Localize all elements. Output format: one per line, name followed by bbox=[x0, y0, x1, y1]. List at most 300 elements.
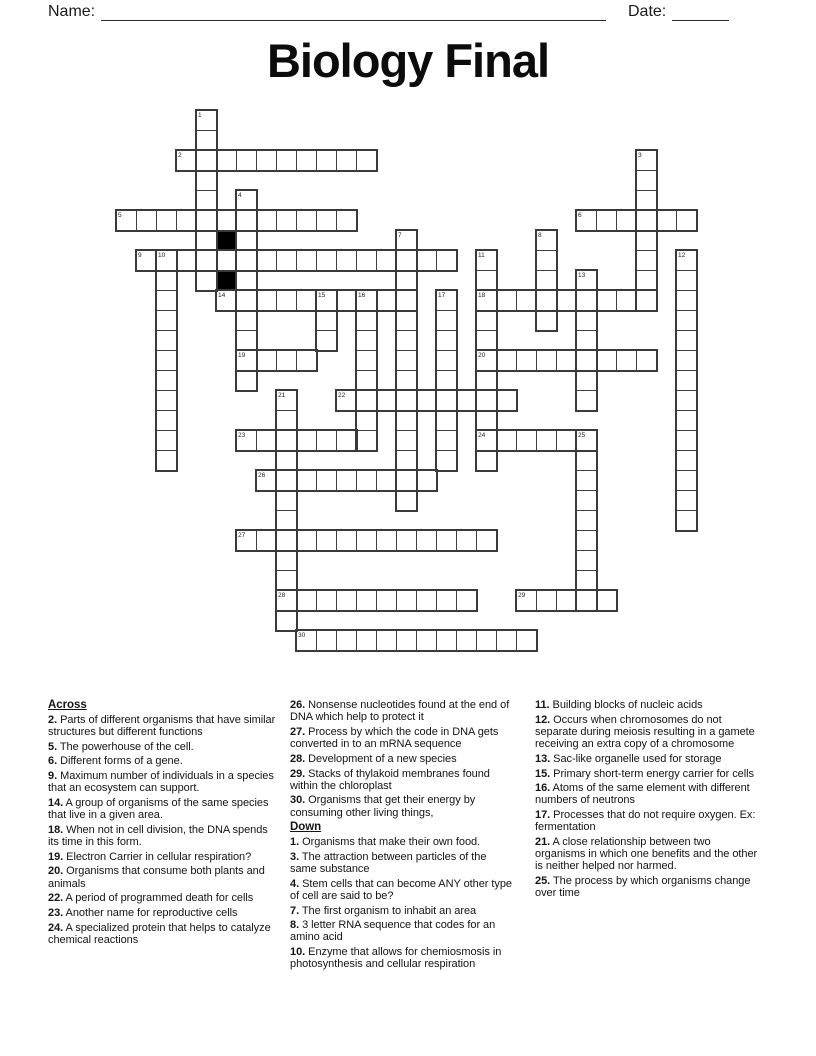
grid-cell bbox=[256, 430, 277, 451]
grid-cell bbox=[456, 530, 477, 551]
grid-cell bbox=[276, 410, 297, 431]
grid-cell bbox=[356, 350, 377, 371]
grid-cell bbox=[436, 330, 457, 351]
clue-number: 28. bbox=[290, 752, 306, 765]
grid-cell bbox=[196, 190, 217, 211]
grid-cell bbox=[356, 310, 377, 331]
grid-cell bbox=[676, 270, 697, 291]
grid-cell bbox=[376, 250, 397, 271]
grid-cell bbox=[276, 470, 297, 491]
grid-cell bbox=[476, 450, 497, 471]
grid-cell bbox=[356, 150, 377, 171]
grid-cell bbox=[396, 270, 417, 291]
grid-cell bbox=[436, 310, 457, 331]
grid-cell bbox=[436, 250, 457, 271]
cell-clue-number: 2 bbox=[178, 151, 182, 159]
grid-cell bbox=[336, 630, 357, 651]
grid-cell bbox=[456, 630, 477, 651]
grid-cell bbox=[476, 270, 497, 291]
clue-item: 27. Process by which the code in DNA gets converted in to an mRNA sequence bbox=[290, 725, 499, 751]
clue-item: 17. Processes that do not require oxygen. Ex: fermentation bbox=[535, 809, 756, 834]
grid-cell bbox=[436, 390, 457, 411]
grid-cell bbox=[156, 270, 177, 291]
grid-cell bbox=[656, 210, 677, 231]
grid-cell bbox=[536, 270, 557, 291]
clue-item: 5. The powerhouse of the cell. bbox=[48, 740, 194, 753]
grid-cell bbox=[276, 610, 297, 631]
grid-cell bbox=[536, 250, 557, 271]
grid-cell bbox=[396, 250, 417, 271]
grid-cell bbox=[316, 330, 337, 351]
grid-cell bbox=[636, 290, 657, 311]
clue-item: 12. Occurs when chromosomes do not separate during meiosis resulting in a gamete receiving an extra copy of a chromosome bbox=[535, 713, 755, 751]
cell-clue-number: 27 bbox=[238, 531, 246, 539]
grid-cell bbox=[156, 210, 177, 231]
cell-clue-number: 17 bbox=[438, 291, 446, 299]
grid-cell bbox=[676, 430, 697, 451]
clue-number: 14. bbox=[48, 796, 64, 809]
grid-cell bbox=[596, 350, 617, 371]
clue-number: 22. bbox=[48, 892, 64, 905]
grid-cell bbox=[496, 630, 517, 651]
grid-cell bbox=[236, 330, 257, 351]
grid-cell bbox=[156, 290, 177, 311]
grid-cell bbox=[436, 410, 457, 431]
grid-cell bbox=[256, 530, 277, 551]
cell-clue-number: 16 bbox=[358, 291, 366, 299]
cell-clue-number: 3 bbox=[638, 151, 642, 159]
grid-cell bbox=[296, 150, 317, 171]
grid-cell bbox=[276, 550, 297, 571]
grid-cell bbox=[676, 370, 697, 391]
grid-cell bbox=[396, 490, 417, 511]
clue-item: 4. Stem cells that can become ANY other type of cell are said to be? bbox=[290, 877, 512, 902]
grid-cell bbox=[636, 270, 657, 291]
grid-cell bbox=[356, 630, 377, 651]
grid-cell bbox=[396, 430, 417, 451]
grid-cell bbox=[156, 330, 177, 351]
grid-cell bbox=[476, 330, 497, 351]
clue-item: 7. The first organism to inhabit an area bbox=[290, 904, 477, 917]
grid-cell bbox=[536, 290, 557, 311]
name-fill-line bbox=[101, 5, 606, 21]
grid-cell bbox=[496, 390, 517, 411]
clue-item: 3. The attraction between particles of the same substance bbox=[290, 850, 487, 875]
grid-cell bbox=[396, 330, 417, 351]
grid-cell bbox=[376, 290, 397, 311]
grid-cell bbox=[396, 350, 417, 371]
grid-cell bbox=[356, 390, 377, 411]
grid-cell bbox=[476, 530, 497, 551]
grid-cell bbox=[576, 570, 597, 591]
grid-cell bbox=[396, 390, 417, 411]
grid-cell bbox=[436, 450, 457, 471]
grid-cell bbox=[276, 450, 297, 471]
grid-cell bbox=[296, 530, 317, 551]
clue-column-1 bbox=[48, 699, 280, 949]
grid-cell bbox=[676, 390, 697, 411]
name-label: Name: bbox=[48, 3, 96, 20]
grid-cell bbox=[376, 470, 397, 491]
grid-cell bbox=[156, 370, 177, 391]
cell-clue-number: 20 bbox=[478, 351, 486, 359]
grid-cell bbox=[156, 350, 177, 371]
cell-clue-number: 29 bbox=[518, 591, 526, 599]
grid-cell bbox=[596, 210, 617, 231]
grid-cell bbox=[196, 230, 217, 251]
clue-number: 4. bbox=[290, 877, 300, 890]
grid-cell bbox=[616, 210, 637, 231]
grid-cell bbox=[676, 290, 697, 311]
grid-cell bbox=[216, 150, 237, 171]
clue-item: 19. Electron Carrier in cellular respiration? bbox=[48, 850, 252, 863]
clue-number: 10. bbox=[290, 946, 306, 959]
clue-item: 21. A close relationship between two organisms in which one benefits and the other is neither helped nor harmed. bbox=[535, 836, 758, 873]
grid-cell bbox=[396, 450, 417, 471]
grid-cell bbox=[316, 590, 337, 611]
cell-clue-number: 6 bbox=[578, 211, 582, 219]
grid-cell bbox=[576, 470, 597, 491]
grid-cell bbox=[396, 410, 417, 431]
grid-cell bbox=[316, 150, 337, 171]
grid-cell bbox=[316, 470, 337, 491]
cell-clue-number: 9 bbox=[138, 251, 142, 259]
grid-cell bbox=[676, 310, 697, 331]
grid-cell bbox=[336, 430, 357, 451]
clue-item: 18. When not in cell division, the DNA spends its time in this form. bbox=[48, 823, 268, 849]
name-field-row bbox=[48, 3, 606, 21]
grid-cell bbox=[476, 630, 497, 651]
clue-number: 3. bbox=[290, 850, 300, 863]
grid-cell bbox=[516, 350, 537, 371]
grid-cell bbox=[436, 370, 457, 391]
grid-cell bbox=[336, 530, 357, 551]
clue-item: 8. 3 letter RNA sequence that codes for an amino acid bbox=[290, 919, 496, 944]
grid-cell bbox=[576, 530, 597, 551]
grid-cell bbox=[536, 350, 557, 371]
grid-cell bbox=[416, 390, 437, 411]
grid-cell bbox=[236, 250, 257, 271]
grid-cell bbox=[576, 370, 597, 391]
grid-cell bbox=[276, 150, 297, 171]
clue-number: 27. bbox=[290, 725, 306, 738]
grid-cell bbox=[356, 370, 377, 391]
grid-cell bbox=[396, 310, 417, 331]
cell-clue-number: 18 bbox=[478, 291, 486, 299]
grid-cell bbox=[436, 530, 457, 551]
grid-cell bbox=[576, 450, 597, 471]
clue-number: 12. bbox=[535, 713, 551, 726]
grid-cell bbox=[336, 210, 357, 231]
cell-clue-number: 10 bbox=[158, 251, 166, 259]
grid-cell bbox=[436, 590, 457, 611]
grid-cell bbox=[436, 630, 457, 651]
grid-cell bbox=[216, 210, 237, 231]
cell-clue-number: 24 bbox=[478, 431, 486, 439]
grid-cell bbox=[556, 430, 577, 451]
grid-cell bbox=[316, 210, 337, 231]
black-cell bbox=[216, 230, 237, 251]
cell-clue-number: 5 bbox=[118, 211, 122, 219]
grid-cell bbox=[316, 310, 337, 331]
clue-number: 15. bbox=[535, 767, 551, 780]
grid-cell bbox=[136, 210, 157, 231]
date-fill-line bbox=[672, 5, 729, 21]
grid-cell bbox=[496, 430, 517, 451]
grid-cell bbox=[316, 630, 337, 651]
grid-cell bbox=[636, 170, 657, 191]
grid-cell bbox=[276, 490, 297, 511]
grid-cell bbox=[576, 590, 597, 611]
grid-cell bbox=[356, 330, 377, 351]
grid-cell bbox=[256, 290, 277, 311]
grid-cell bbox=[556, 290, 577, 311]
clue-item: 14. A group of organisms of the same species that live in a given area. bbox=[48, 796, 269, 822]
grid-cell bbox=[276, 350, 297, 371]
across-header: Across bbox=[48, 699, 87, 711]
grid-cell bbox=[416, 530, 437, 551]
clue-number: 25. bbox=[535, 875, 551, 888]
grid-cell bbox=[436, 350, 457, 371]
clue-number: 13. bbox=[535, 752, 551, 765]
grid-cell bbox=[336, 150, 357, 171]
grid-cell bbox=[576, 390, 597, 411]
grid-cell bbox=[536, 310, 557, 331]
grid-cell bbox=[416, 470, 437, 491]
grid-cell bbox=[416, 630, 437, 651]
cell-clue-number: 21 bbox=[278, 391, 286, 399]
clue-item: 28. Development of a new species bbox=[290, 752, 457, 765]
clue-item: 23. Another name for reproductive cells bbox=[48, 907, 238, 920]
grid-cell bbox=[396, 470, 417, 491]
grid-cell bbox=[236, 370, 257, 391]
cell-clue-number: 13 bbox=[578, 271, 586, 279]
grid-cell bbox=[276, 510, 297, 531]
grid-cell bbox=[156, 430, 177, 451]
clue-item: 25. The process by which organisms change over time bbox=[535, 875, 751, 900]
grid-cell bbox=[336, 290, 357, 311]
grid-cell bbox=[536, 430, 557, 451]
grid-cell bbox=[196, 250, 217, 271]
grid-cell bbox=[556, 590, 577, 611]
grid-cell bbox=[576, 490, 597, 511]
clue-number: 11. bbox=[535, 699, 550, 711]
grid-cell bbox=[676, 330, 697, 351]
grid-cell bbox=[276, 210, 297, 231]
grid-cell bbox=[396, 370, 417, 391]
grid-cell bbox=[636, 190, 657, 211]
grid-cell bbox=[556, 350, 577, 371]
grid-cell bbox=[576, 330, 597, 351]
grid-cell bbox=[276, 290, 297, 311]
clue-number: 9. bbox=[48, 770, 58, 783]
grid-cell bbox=[356, 530, 377, 551]
clue-item: 11. Building blocks of nucleic acids bbox=[535, 699, 703, 711]
grid-cell bbox=[296, 290, 317, 311]
grid-cell bbox=[636, 250, 657, 271]
grid-cell bbox=[576, 310, 597, 331]
black-cell bbox=[216, 270, 237, 291]
grid-cell bbox=[616, 350, 637, 371]
grid-cell bbox=[296, 250, 317, 271]
cell-clue-number: 26 bbox=[258, 471, 266, 479]
grid-cell bbox=[396, 630, 417, 651]
grid-cell bbox=[276, 570, 297, 591]
grid-cell bbox=[616, 290, 637, 311]
grid-cell bbox=[276, 530, 297, 551]
clue-number: 17. bbox=[535, 809, 551, 822]
clue-item: 1. Organisms that make their own food. bbox=[290, 836, 481, 849]
grid-cell bbox=[236, 290, 257, 311]
clue-number: 6. bbox=[48, 755, 58, 768]
cell-clue-number: 7 bbox=[398, 231, 402, 239]
cell-clue-number: 28 bbox=[278, 591, 286, 599]
grid-cell bbox=[676, 350, 697, 371]
cell-clue-number: 11 bbox=[478, 251, 485, 259]
clue-number: 19. bbox=[48, 850, 64, 863]
cell-clue-number: 8 bbox=[538, 231, 542, 239]
grid-cell bbox=[236, 150, 257, 171]
clue-number: 5. bbox=[48, 740, 58, 753]
grid-cell bbox=[336, 470, 357, 491]
grid-cell bbox=[296, 590, 317, 611]
grid-cell bbox=[156, 450, 177, 471]
grid-cell bbox=[476, 410, 497, 431]
grid-cell bbox=[676, 210, 697, 231]
clue-number: 18. bbox=[48, 823, 64, 836]
grid-cell bbox=[236, 230, 257, 251]
grid-cell bbox=[376, 630, 397, 651]
clue-number: 23. bbox=[48, 907, 64, 920]
clue-item: 22. A period of programmed death for cells bbox=[48, 892, 254, 905]
clue-number: 26. bbox=[290, 699, 306, 711]
cell-clue-number: 4 bbox=[238, 191, 242, 199]
clue-item: 6. Different forms of a gene. bbox=[48, 755, 183, 768]
grid-cell bbox=[296, 210, 317, 231]
grid-cell bbox=[576, 350, 597, 371]
clue-number: 30. bbox=[290, 794, 306, 807]
grid-cell bbox=[256, 250, 277, 271]
clue-column-3 bbox=[535, 699, 763, 902]
grid-cell bbox=[356, 430, 377, 451]
cell-clue-number: 25 bbox=[578, 431, 586, 439]
grid-cell bbox=[296, 470, 317, 491]
grid-cell bbox=[396, 590, 417, 611]
clue-column-2 bbox=[290, 699, 516, 973]
clue-item: 10. Enzyme that allows for chemiosmosis in photosynthesis and cellular respiration bbox=[290, 946, 502, 971]
grid-cell bbox=[336, 250, 357, 271]
date-label: Date: bbox=[628, 3, 667, 20]
grid-cell bbox=[496, 290, 517, 311]
cell-clue-number: 23 bbox=[238, 431, 246, 439]
grid-cell bbox=[516, 630, 537, 651]
clue-number: 7. bbox=[290, 904, 300, 917]
grid-cell bbox=[636, 230, 657, 251]
grid-cell bbox=[476, 370, 497, 391]
grid-cell bbox=[576, 290, 597, 311]
grid-cell bbox=[156, 410, 177, 431]
grid-cell bbox=[156, 310, 177, 331]
clue-item: 15. Primary short-term energy carrier for cells bbox=[535, 767, 754, 780]
clue-number: 29. bbox=[290, 767, 306, 780]
grid-cell bbox=[196, 270, 217, 291]
grid-cell bbox=[476, 310, 497, 331]
clue-number: 20. bbox=[48, 865, 64, 878]
cell-clue-number: 12 bbox=[678, 251, 686, 259]
down-header: Down bbox=[290, 821, 322, 834]
cell-clue-number: 19 bbox=[238, 351, 246, 359]
page-title: Biology Final bbox=[266, 34, 550, 87]
grid-cell bbox=[676, 450, 697, 471]
grid-cell bbox=[196, 170, 217, 191]
grid-cell bbox=[456, 390, 477, 411]
grid-cell bbox=[176, 210, 197, 231]
grid-cell bbox=[316, 430, 337, 451]
grid-cell bbox=[276, 250, 297, 271]
cell-clue-number: 22 bbox=[338, 391, 346, 399]
grid-cell bbox=[676, 470, 697, 491]
grid-cell bbox=[236, 210, 257, 231]
grid-cell bbox=[596, 290, 617, 311]
grid-cell bbox=[456, 590, 477, 611]
clue-number: 2. bbox=[48, 713, 58, 726]
grid-cell bbox=[176, 250, 197, 271]
date-field-row bbox=[628, 3, 729, 21]
grid-cell bbox=[496, 350, 517, 371]
grid-cell bbox=[336, 590, 357, 611]
grid-cell bbox=[296, 430, 317, 451]
clue-item: 13. Sac-like organelle used for storage bbox=[535, 752, 722, 765]
grid-cell bbox=[236, 310, 257, 331]
grid-cell bbox=[196, 130, 217, 151]
cell-clue-number: 15 bbox=[318, 291, 326, 299]
grid-cell bbox=[356, 250, 377, 271]
grid-cell bbox=[236, 270, 257, 291]
grid-cell bbox=[676, 490, 697, 511]
clue-item: 9. Maximum number of individuals in a species that an ecosystem can support. bbox=[48, 770, 274, 795]
cell-clue-number: 14 bbox=[218, 291, 226, 299]
grid-cell bbox=[476, 390, 497, 411]
clue-item: 29. Stacks of thylakoid membranes found within the chloroplast bbox=[290, 767, 490, 792]
grid-cell bbox=[196, 210, 217, 231]
grid-cell bbox=[276, 430, 297, 451]
grid-cell bbox=[196, 150, 217, 171]
grid-cell bbox=[596, 590, 617, 611]
grid-cell bbox=[576, 550, 597, 571]
grid-cell bbox=[296, 350, 317, 371]
grid-cell bbox=[636, 210, 657, 231]
grid-cell bbox=[256, 350, 277, 371]
grid-cell bbox=[256, 150, 277, 171]
grid-cell bbox=[316, 530, 337, 551]
grid-cell bbox=[256, 210, 277, 231]
grid-cell bbox=[156, 390, 177, 411]
grid-cell bbox=[376, 390, 397, 411]
clue-number: 21. bbox=[535, 836, 551, 849]
cell-clue-number: 30 bbox=[298, 631, 306, 639]
grid-cell bbox=[416, 590, 437, 611]
grid-cell bbox=[396, 290, 417, 311]
grid-cell bbox=[216, 250, 237, 271]
grid-cell bbox=[316, 250, 337, 271]
clue-number: 24. bbox=[48, 921, 64, 934]
clue-item: 24. A specialized protein that helps to catalyze chemical reactions bbox=[48, 921, 271, 946]
grid-cell bbox=[516, 430, 537, 451]
grid-cell bbox=[676, 510, 697, 531]
grid-cell bbox=[356, 470, 377, 491]
cell-clue-number: 1 bbox=[198, 111, 202, 119]
clue-item: 30. Organisms that get their energy by consuming other living things, bbox=[290, 794, 476, 819]
